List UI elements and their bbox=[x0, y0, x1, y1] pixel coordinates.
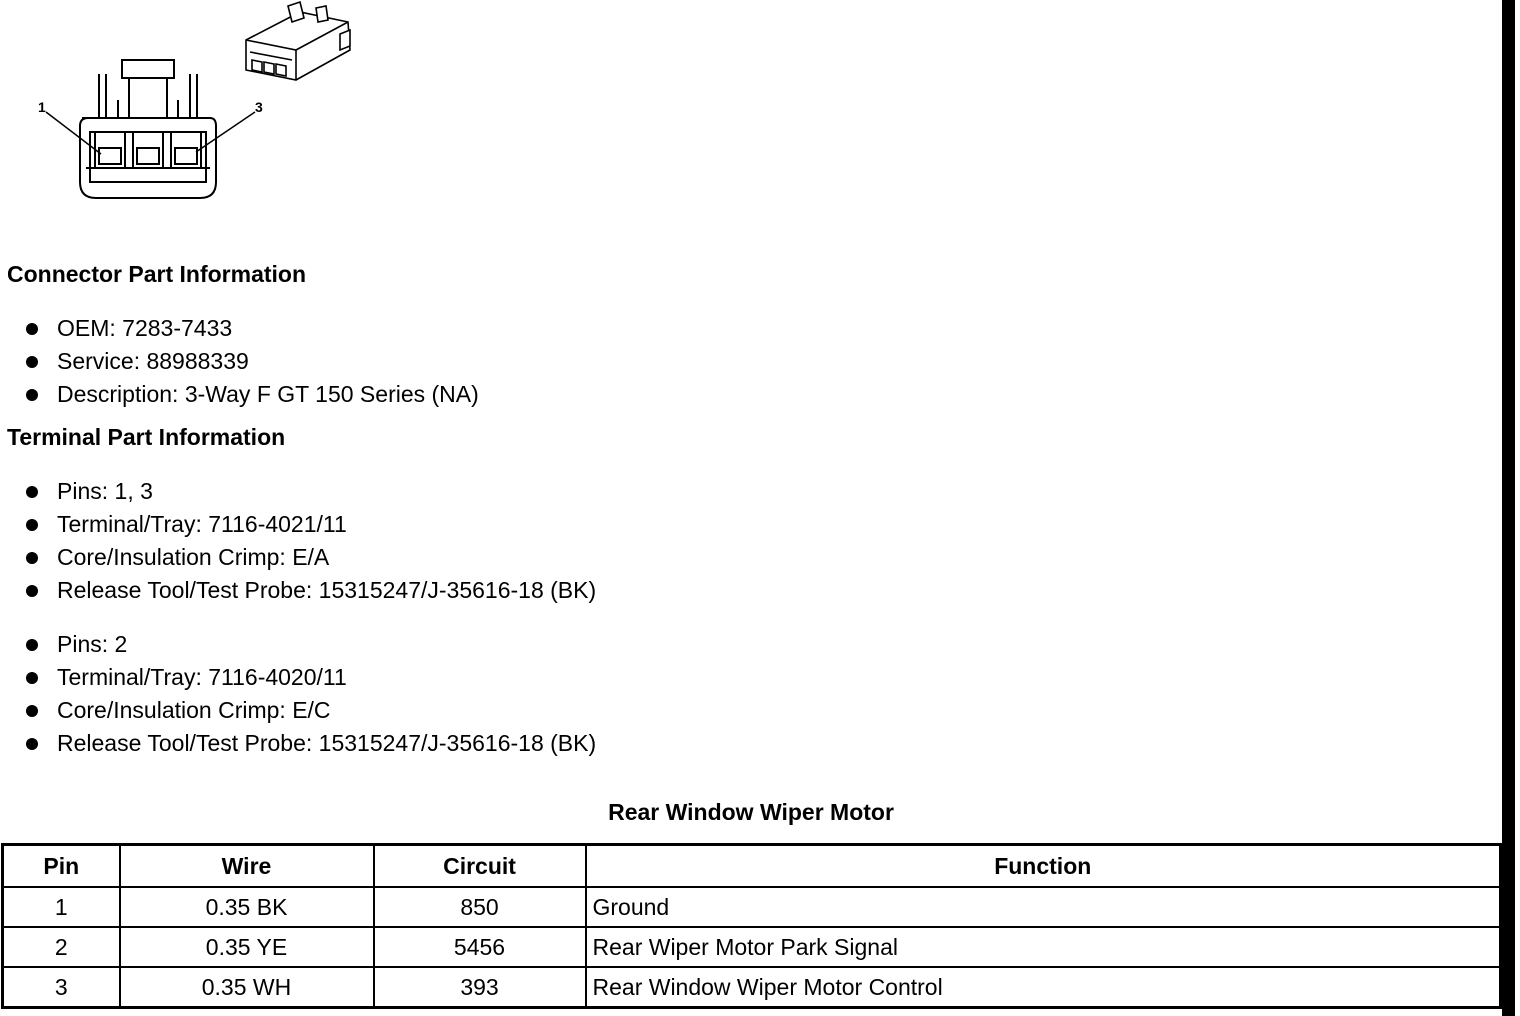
bullet-icon bbox=[26, 323, 38, 335]
cell-circuit: 393 bbox=[374, 967, 586, 1008]
header-wire: Wire bbox=[120, 845, 374, 888]
bullet-icon bbox=[26, 519, 38, 531]
terminal-info-list-2 bbox=[24, 628, 596, 760]
cell-pin: 2 bbox=[3, 927, 120, 967]
bullet-icon bbox=[26, 672, 38, 684]
cell-circuit: 850 bbox=[374, 887, 586, 927]
list-item: Release Tool/Test Probe: 15315247/J-35616-18 (BK) bbox=[24, 574, 596, 607]
terminal-info-list-1 bbox=[24, 475, 596, 607]
list-item: Pins: 1, 3 bbox=[24, 475, 596, 508]
header-circuit: Circuit bbox=[374, 845, 586, 888]
bullet-icon bbox=[26, 486, 38, 498]
list-item: Service: 88988339 bbox=[24, 345, 479, 378]
list-item: Core/Insulation Crimp: E/A bbox=[24, 541, 596, 574]
cell-function: Ground bbox=[586, 887, 1501, 927]
bullet-icon bbox=[26, 738, 38, 750]
list-item: Release Tool/Test Probe: 15315247/J-35616-18 (BK) bbox=[24, 727, 596, 760]
bullet-icon bbox=[26, 639, 38, 651]
cell-function: Rear Wiper Motor Park Signal bbox=[586, 927, 1501, 967]
cell-wire: 0.35 WH bbox=[120, 967, 374, 1008]
cell-circuit: 5456 bbox=[374, 927, 586, 967]
bullet-icon bbox=[26, 705, 38, 717]
list-item: Description: 3-Way F GT 150 Series (NA) bbox=[24, 378, 479, 411]
header-function: Function bbox=[586, 845, 1501, 888]
bullet-icon bbox=[26, 552, 38, 564]
list-item: Core/Insulation Crimp: E/C bbox=[24, 694, 596, 727]
connector-info-list bbox=[24, 312, 479, 411]
table-header-row bbox=[3, 845, 1501, 888]
list-item: Terminal/Tray: 7116-4021/11 bbox=[24, 508, 596, 541]
table-row bbox=[3, 887, 1501, 927]
cell-function: Rear Window Wiper Motor Control bbox=[586, 967, 1501, 1008]
cell-pin: 1 bbox=[3, 887, 120, 927]
table-row bbox=[3, 927, 1501, 967]
pinout-table bbox=[1, 843, 1502, 1009]
bullet-icon bbox=[26, 356, 38, 368]
list-item: Pins: 2 bbox=[24, 628, 596, 661]
cell-wire: 0.35 YE bbox=[120, 927, 374, 967]
pin-label-3: 3 bbox=[255, 99, 263, 115]
page-right-border bbox=[1502, 0, 1515, 1016]
cell-wire: 0.35 BK bbox=[120, 887, 374, 927]
connector-illustration bbox=[0, 0, 380, 210]
terminal-info-heading: Terminal Part Information bbox=[7, 424, 286, 450]
list-item: OEM: 7283-7433 bbox=[24, 312, 479, 345]
pin-label-1: 1 bbox=[38, 99, 46, 115]
connector-info-heading: Connector Part Information bbox=[7, 261, 307, 287]
header-pin: Pin bbox=[3, 845, 120, 888]
cell-pin: 3 bbox=[3, 967, 120, 1008]
list-item: Terminal/Tray: 7116-4020/11 bbox=[24, 661, 596, 694]
table-title: Rear Window Wiper Motor bbox=[608, 799, 894, 825]
bullet-icon bbox=[26, 389, 38, 401]
connector-iso-icon bbox=[246, 2, 350, 80]
bullet-icon bbox=[26, 585, 38, 597]
table-row bbox=[3, 967, 1501, 1008]
